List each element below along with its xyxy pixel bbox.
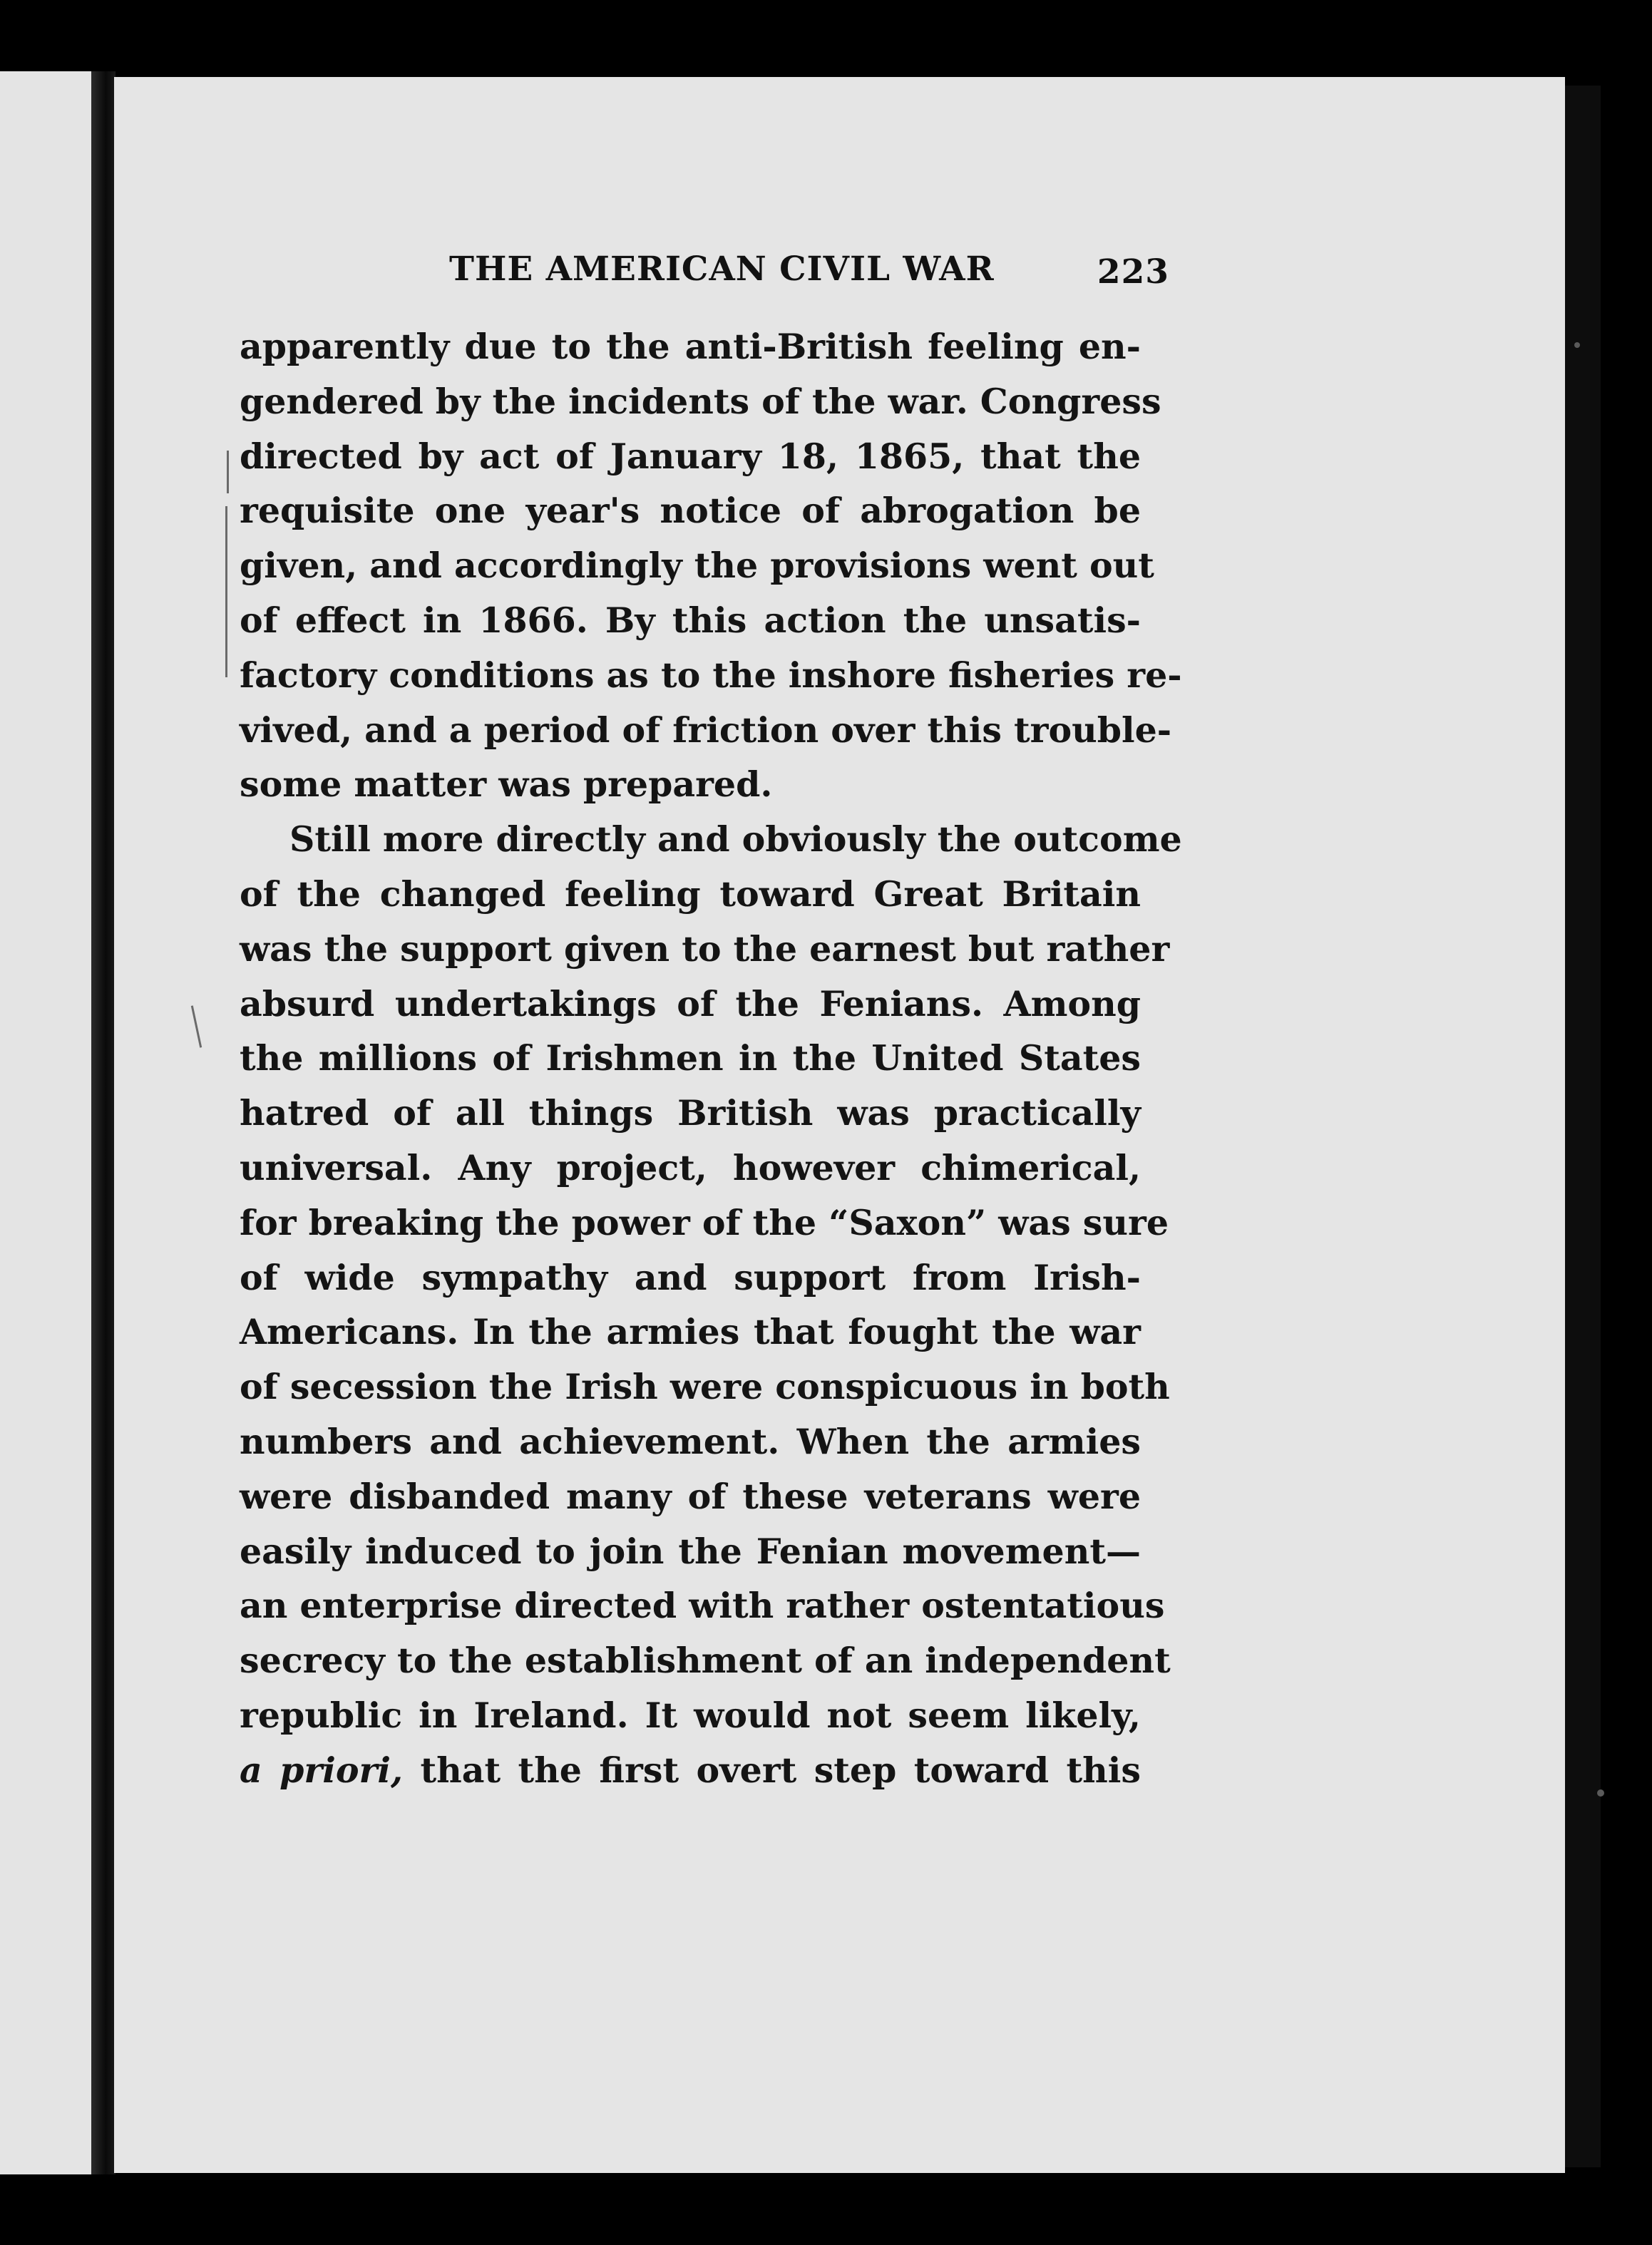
text-line: factory conditions as to the inshore fisheries re- xyxy=(240,654,1182,696)
page-header xyxy=(449,250,1169,299)
text-line: of secession the Irish were conspicuous in both xyxy=(240,1366,1170,1408)
text-line: absurd undertakings of the Fenians. Among xyxy=(240,982,1141,1024)
text-line: directed by act of January 18, 1865, that the xyxy=(240,435,1141,477)
text-line: apparently due to the anti-British feeling en- xyxy=(240,326,1141,367)
text-line: an enterprise directed with rather ostentatious xyxy=(240,1585,1165,1627)
text-line xyxy=(240,1743,1141,1798)
text-line: easily induced to join the Fenian movement— xyxy=(240,1530,1141,1572)
text-line: secrecy to the establishment of an independent xyxy=(240,1640,1171,1682)
margin-pencil-mark xyxy=(225,506,227,677)
text-line: Still more directly and obviously the outcome xyxy=(289,818,1182,861)
running-head: THE AMERICAN CIVIL WAR xyxy=(449,250,995,289)
italic-phrase: a priori, xyxy=(240,1749,404,1791)
text-line: of wide sympathy and support from Irish- xyxy=(240,1256,1141,1298)
text-line: gendered by the incidents of the war. Congress xyxy=(240,380,1161,422)
text-line: hatred of all things British was practically xyxy=(240,1092,1141,1134)
text-line: republic in Ireland. It would not seem likely, xyxy=(240,1694,1141,1736)
text-line: of effect in 1866. By this action the unsatis- xyxy=(240,599,1141,641)
book-gutter xyxy=(91,71,116,2174)
text-line: of the changed feeling toward Great Britain xyxy=(240,873,1141,915)
text-line: vived, and a period of friction over this trouble- xyxy=(240,709,1172,751)
text-line: given, and accordingly the provisions went out xyxy=(240,545,1154,587)
page-right-edge xyxy=(1565,86,1601,2167)
page-number: 223 xyxy=(1097,252,1169,292)
text-line: for breaking the power of the “Saxon” was sure xyxy=(240,1201,1169,1243)
body-text xyxy=(240,319,1182,1798)
text-line: the millions of Irishmen in the United States xyxy=(240,1037,1141,1079)
scan-speck xyxy=(1574,342,1580,348)
facing-page-edge xyxy=(0,71,100,2174)
text-line: some matter was prepared. xyxy=(240,764,773,806)
text-line: requisite one year's notice of abrogation be xyxy=(240,490,1141,532)
text-line: Americans. In the armies that fought the war xyxy=(240,1311,1141,1353)
text-line: were disbanded many of these veterans were xyxy=(240,1475,1141,1517)
text-line: was the support given to the earnest but rather xyxy=(240,928,1170,970)
text-line-rest: that the first overt step toward this xyxy=(420,1749,1141,1791)
text-line: numbers and achievement. When the armies xyxy=(240,1420,1141,1462)
margin-pencil-mark xyxy=(227,451,229,493)
text-line: universal. Any project, however chimerical, xyxy=(240,1146,1141,1188)
scan-speck xyxy=(1597,1789,1604,1797)
